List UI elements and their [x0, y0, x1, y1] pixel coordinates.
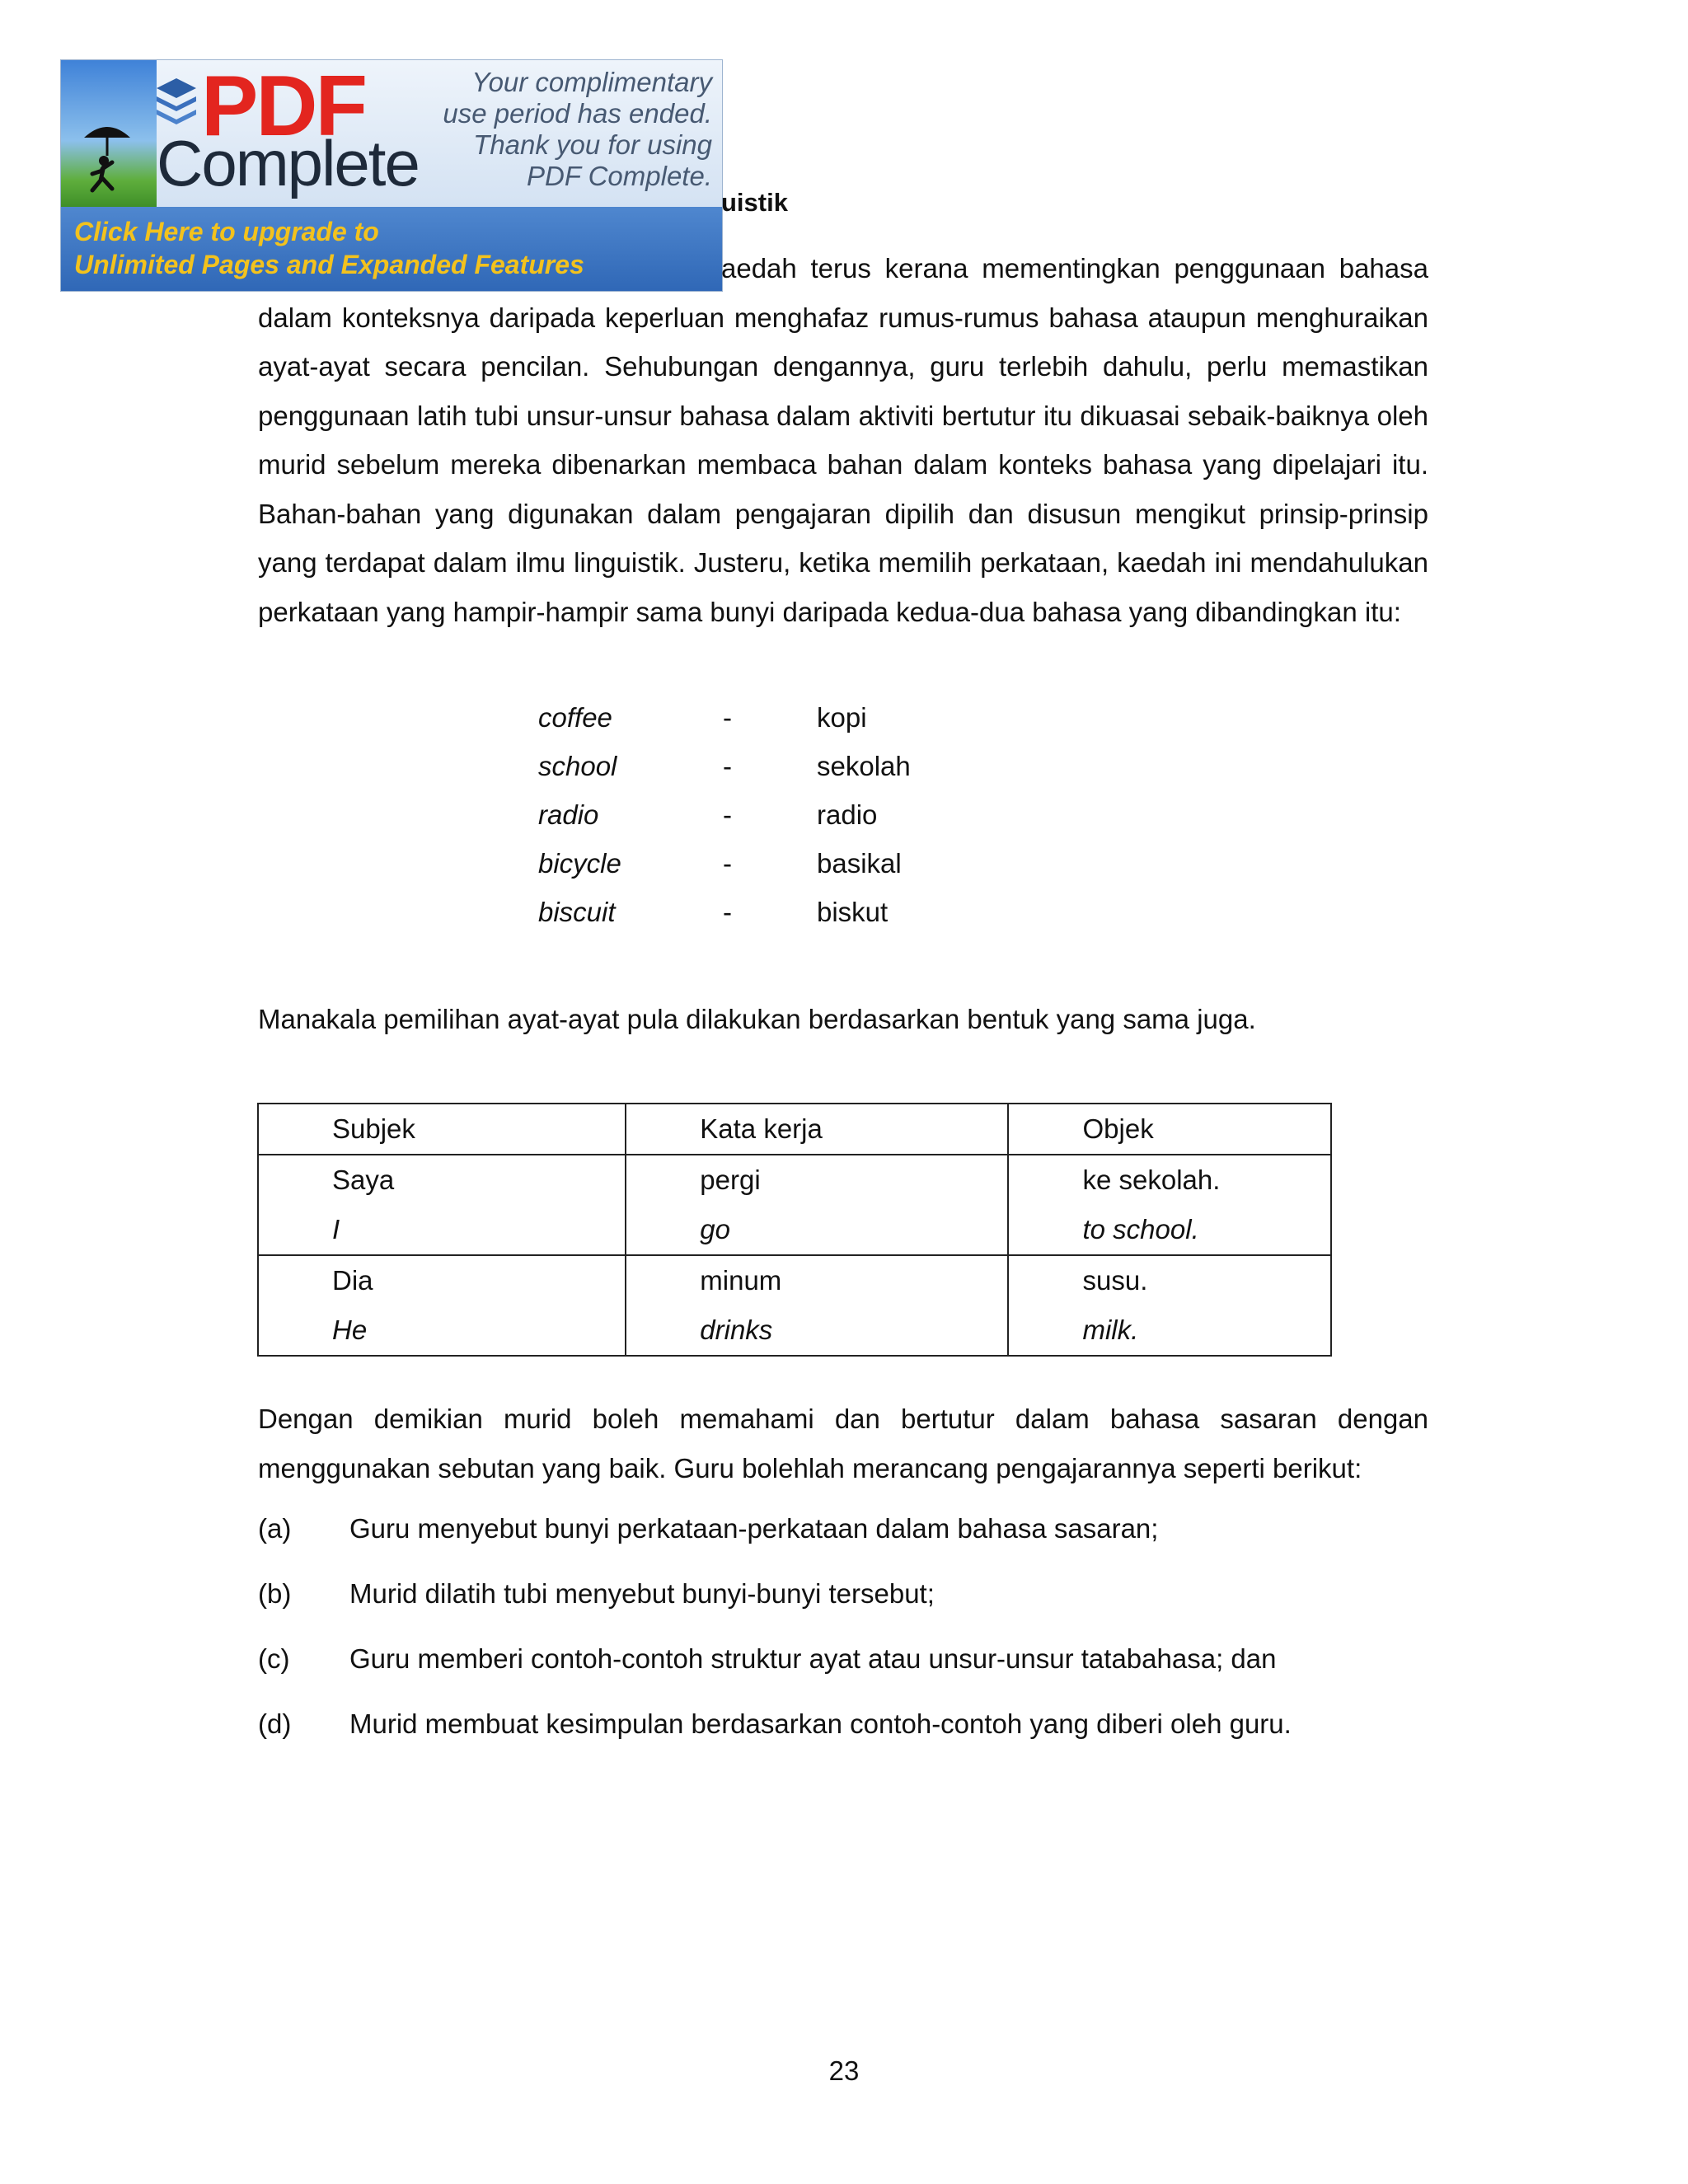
list-item [258, 1578, 1494, 1619]
table-cell [626, 1255, 1008, 1356]
list-item-text: Guru memberi contoh-contoh struktur ayat atau unsur-unsur tatabahasa; dan [349, 1643, 1277, 1674]
cell-english: I [332, 1214, 340, 1244]
english-word: coffee [538, 702, 612, 733]
malay-word: kopi [817, 702, 867, 733]
list-item-label: (c) [258, 1643, 290, 1674]
list-item-text: Guru menyebut bunyi perkataan-perkataan dalam bahasa sasaran; [349, 1513, 1159, 1544]
list-item-label: (b) [258, 1578, 292, 1609]
logo-pdf-text: PDF [201, 59, 365, 154]
promo-line: use period has ended. [443, 98, 712, 129]
cell-malay: Saya [332, 1165, 395, 1195]
vocabulary-row [0, 799, 1688, 848]
header-kata-kerja: Kata kerja [700, 1113, 823, 1144]
malay-word: basikal [817, 848, 902, 879]
promo-line: PDF Complete. [527, 161, 712, 191]
list-item-text: Murid membuat kesimpulan berdasarkan contoh-contoh yang diberi oleh guru. [349, 1708, 1292, 1739]
malay-word: biskut [817, 897, 889, 927]
malay-word: sekolah [817, 751, 911, 781]
cell-malay: minum [700, 1265, 782, 1296]
upgrade-line: Unlimited Pages and Expanded Features [74, 250, 584, 279]
cell-malay: susu. [1082, 1265, 1148, 1296]
table-header-row [258, 1104, 1331, 1155]
umbrella-figure-icon [79, 120, 135, 194]
paragraph-1: aedah terus kerana mementingkan penggunaan bahasa dalam konteksnya daripada keperluan menghafaz rumus-rumus bahasa ataupun menghuraikan ayat-ayat secara pencilan. Sehubungan dengannya, guru terlebih dahulu, perlu memastikan penggunaan latih tubi unsur-unsur bahasa dalam aktiviti bertutur itu dikuasai sebaik-baiknya oleh murid sebelum mereka dibenarkan membaca bahan dalam konteks bahasa yang dipelajari itu. Bahan-bahan yang digunakan dalam pengajaran dipilih dan disusun mengikut prinsip-prinsip yang terdapat dalam ilmu linguistik. Justeru, ketika memilih perkataan, kaedah ini mendahulukan perkataan yang hampir-hampir sama bunyi daripada kedua-dua bahasa yang dibandingkan itu: [258, 253, 1428, 627]
table-cell [626, 1155, 1008, 1255]
logo-complete-text: Complete [157, 127, 419, 199]
vocabulary-row [0, 751, 1688, 799]
vocabulary-row [0, 848, 1688, 897]
cell-malay: pergi [700, 1165, 761, 1195]
dash: - [723, 751, 732, 781]
section-heading: uistik [721, 188, 788, 217]
table-cell [1008, 1155, 1331, 1255]
cell-malay: ke sekolah. [1082, 1165, 1221, 1195]
cell-english: drinks [700, 1315, 773, 1345]
vocabulary-row [0, 897, 1688, 945]
cell-english: He [332, 1315, 368, 1345]
banner-photo [61, 60, 157, 207]
table-cell [1008, 1255, 1331, 1356]
table-header-cell [258, 1104, 626, 1155]
list-item [258, 1643, 1494, 1685]
vocabulary-row [0, 702, 1688, 751]
dash: - [723, 897, 732, 927]
table-row [258, 1155, 1331, 1255]
english-word: radio [538, 799, 599, 830]
paragraph-2: Manakala pemilihan ayat-ayat pula dilakukan berdasarkan bentuk yang sama juga. [258, 1004, 1256, 1034]
paragraph-3: Dengan demikian murid boleh memahami dan bertutur dalam bahasa sasaran dengan menggunakan sebutan yang baik. Guru bolehlah merancang pengajarannya seperti berikut: [258, 1404, 1428, 1483]
table-cell [258, 1255, 626, 1356]
english-word: biscuit [538, 897, 616, 927]
cell-english: go [700, 1214, 730, 1244]
table-header-cell [1008, 1104, 1331, 1155]
pdf-complete-logo-icon [153, 75, 199, 129]
list-item [258, 1708, 1494, 1750]
promo-message [424, 67, 712, 192]
dash: - [723, 799, 732, 830]
english-word: bicycle [538, 848, 621, 879]
list-item [258, 1513, 1494, 1554]
cell-english: milk. [1082, 1315, 1139, 1345]
list-item-label: (a) [258, 1513, 292, 1544]
promo-line: Thank you for using [473, 129, 712, 160]
cell-english: to school. [1082, 1214, 1199, 1244]
list-item-text: Murid dilatih tubi menyebut bunyi-bunyi tersebut; [349, 1578, 935, 1609]
list-item-label: (d) [258, 1708, 292, 1739]
table-row [258, 1255, 1331, 1356]
dash: - [723, 702, 732, 733]
promo-line: Your complimentary [471, 67, 712, 97]
header-objek: Objek [1082, 1113, 1154, 1144]
dash: - [723, 848, 732, 879]
cell-malay: Dia [332, 1265, 373, 1296]
page-number: 23 [828, 2055, 860, 2086]
header-subjek: Subjek [332, 1113, 415, 1144]
table-header-cell [626, 1104, 1008, 1155]
english-word: school [538, 751, 617, 781]
sentence-structure-table [257, 1103, 1332, 1357]
malay-word: radio [817, 799, 878, 830]
table-cell [258, 1155, 626, 1255]
upgrade-line: Click Here to upgrade to [74, 217, 379, 246]
